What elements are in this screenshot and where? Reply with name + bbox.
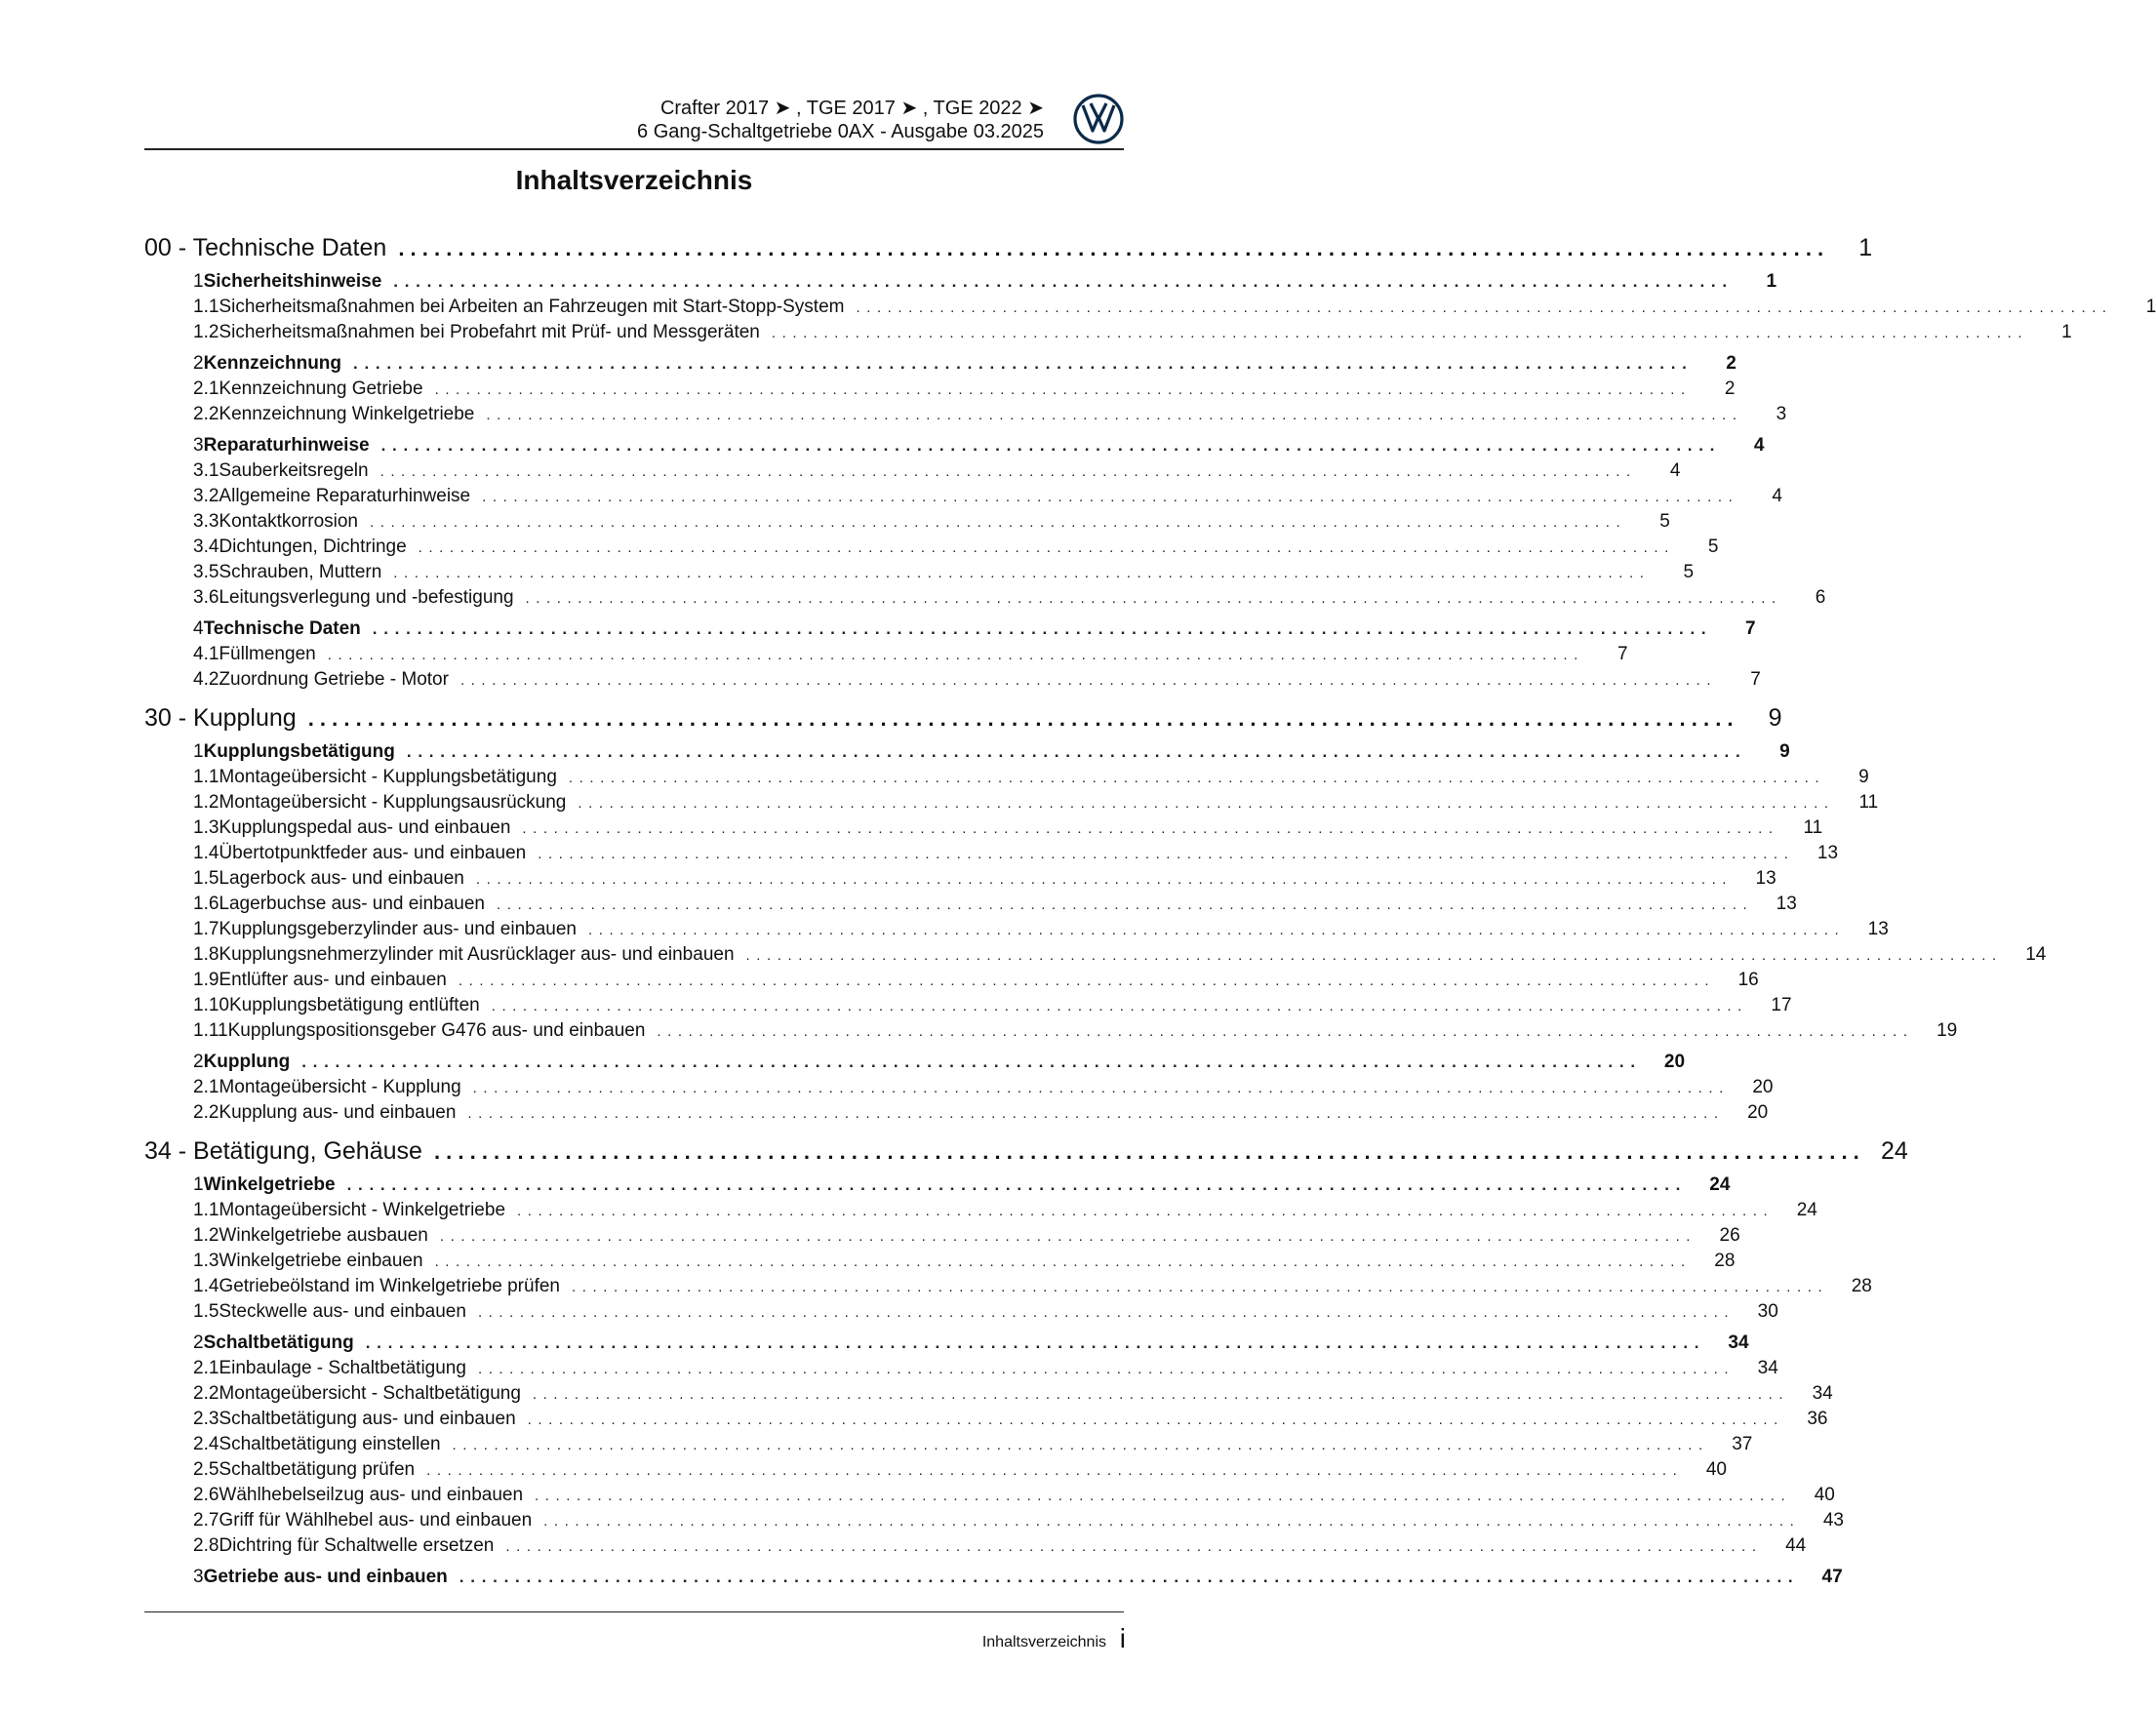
toc-chapter-row (144, 700, 1782, 736)
toc-entry-page: 17 (1771, 995, 1792, 1015)
toc-entry-title: Kupplungsnehmerzylinder mit Ausrücklager aus- und einbauen (219, 944, 735, 965)
toc-entry-title: Kennzeichnung Getriebe (219, 378, 423, 399)
page-title: Inhaltsverzeichnis (515, 165, 753, 195)
toc-section-row[interactable] (144, 351, 1737, 377)
toc-entry-page: 3 (1776, 404, 1787, 424)
toc-entry-row[interactable] (144, 509, 1670, 535)
toc-entry-page: 5 (1707, 537, 1719, 557)
toc-entry-number: 1.6 (193, 894, 220, 914)
toc-entry-number: 1.8 (193, 944, 220, 965)
toc-entry-number: 1.10 (193, 995, 229, 1015)
toc-entry-title: Schaltbetätigung prüfen (219, 1459, 416, 1480)
toc-chapter-row (144, 230, 1873, 265)
toc-entry-page: 40 (1814, 1485, 1835, 1505)
dot-leader: . . . . . . . . . . . . . . . . . . . . . . . . . . . . . . . . . . . . . . . . . . . . . . . . . . . . . . . . . . . . . . . . . . . . . . . . . . . . . . . . . . . . . . . . . . . . . . . . . . . . . . . . . . . . . . . . . . . . . . . . (459, 672, 1712, 689)
toc-entry-title: Kupplungsgeberzylinder aus- und einbauen (219, 919, 577, 939)
dot-leader: . . . . . . . . . . . . . . . . . . . . . . . . . . . . . . . . . . . . . . . . . . . . . . . . . . . . . . . . . . . . . . . . . . . . . . . . . . . . . . . . . . . . . . . . . . . . . . . . . . . . . . . . . . . . . . . . . . . . . . . . (477, 1304, 1730, 1321)
toc-entry-number: 1.11 (193, 1020, 228, 1041)
toc-entry-page: 6 (1815, 587, 1826, 608)
toc-entry-page: 13 (1867, 919, 1889, 939)
toc-entry-page: 30 (1757, 1301, 1778, 1322)
toc-entry-row[interactable] (144, 942, 2047, 968)
dot-leader: . . . . . . . . . . . . . . . . . . . . . . . . . . . . . . . . . . . . . . . . . . . . . . . . . . . . . . . . . . . . . . . . . . . . . . . . . . . . . . . . . . . . . . . . . . . . . . . . . . . . . . . . . . . . . . . . . . . . . . . . (527, 1412, 1779, 1428)
toc-entry-number: 1.3 (193, 817, 220, 838)
toc-section-title: Technische Daten (203, 618, 361, 639)
toc-section-page: 2 (1726, 353, 1737, 374)
toc-entry-number: 1.4 (193, 843, 220, 863)
toc-entry-row[interactable] (144, 1533, 1807, 1559)
toc-entry-title: Füllmengen (219, 644, 316, 664)
toc-entry-number: 3.4 (193, 537, 220, 557)
toc-entry-row[interactable] (144, 1223, 1740, 1249)
toc-entry-title: Montageübersicht - Kupplungsbetätigung (219, 767, 557, 787)
toc-entry-row[interactable] (144, 1356, 1778, 1381)
dot-leader: . . . . . . . . . . . . . . . . . . . . . . . . . . . . . . . . . . . . . . . . . . . . . . . . . . . . . . . . . . . . . . . . . . . . . . . . . . . . . . . . . . . . . . . . . . . . . . . . . . . . . . . . . . . . . . . . . . . . . . . . (379, 463, 1632, 480)
dot-leader: . . . . . . . . . . . . . . . . . . . . . . . . . . . . . . . . . . . . . . . . . . . . . . . . . . . . . . . . . . . . . . . . . . . . . . . . . . . . . . . . . . . . . . . . . . . . . . . . . . . . . . . . . . . . . . . . . . . . . . . . (426, 1462, 1678, 1479)
toc-section-title: Getriebe aus- und einbauen (203, 1567, 448, 1587)
toc-entry-number: 2.2 (193, 1383, 220, 1404)
toc-section-number: 2 (193, 1052, 204, 1072)
toc-section-page: 7 (1745, 618, 1756, 639)
toc-chapter[interactable] (144, 700, 1782, 737)
toc-entry-number: 2.1 (193, 378, 220, 399)
toc-entry-row[interactable] (144, 1100, 1769, 1126)
toc-entry-row[interactable] (144, 377, 1736, 402)
toc-entry-number: 4.2 (193, 669, 220, 690)
dot-leader: . . . . . . . . . . . . . . . . . . . . . . . . . . . . . . . . . . . . . . . . . . . . . . . . . . . . . . . . . . . . . . . . . . . . . . . . . . . . . . . . . . . . . . . . . . . . . . . . . . . . . . . . . . . . . . . . . . . . . . . . (505, 1538, 1758, 1555)
dot-leader: . . . . . . . . . . . . . . . . . . . . . . . . . . . . . . . . . . . . . . . . . . . . . . . . . . . . . . . . . . . . . . . . . . . . . . . . . . . . . . . . . . . . . . . . . . . . . . . . . . . . . . . . . . . . . . . . . . . . . . . . (434, 381, 1687, 398)
dot-leader: . . . . . . . . . . . . . . . . . . . . . . . . . . . . . . . . . . . . . . . . . . . . . . . . . . . . . . . . . . . . . . . . . . . . . . . . . . . . . . . . . . . . . . . . . . . . . . . . . . . . . . . . . . . . . . . . . . . . . . . . (372, 619, 1707, 638)
toc-section-row[interactable] (144, 1331, 1749, 1356)
toc-entry-number: 1.3 (193, 1251, 220, 1271)
toc-chapter-page: 1 (1858, 234, 1873, 261)
toc-entry-number: 1.2 (193, 792, 220, 813)
toc-entry-title: Montageübersicht - Schaltbetätigung (219, 1383, 521, 1404)
toc-entry-title: Sicherheitsmaßnahmen bei Arbeiten an Fahrzeugen mit Start-Stopp-System (219, 297, 845, 317)
vw-logo-icon (1073, 94, 1124, 144)
dot-leader: . . . . . . . . . . . . . . . . . . . . . . . . . . . . . . . . . . . . . . . . . . . . . . . . . . . . . . . . . . . . . . . . . . . . . . . . . . . . . . . . . . . . . . . . . . . . . . . . . . . . . . . . . . . . . . . . . . . . . . . . (532, 1386, 1784, 1403)
toc-section-row[interactable] (144, 1173, 1731, 1198)
toc-section-block (144, 1565, 1843, 1590)
toc-section-block (144, 616, 1761, 693)
toc-entry-title: Sicherheitsmaßnahmen bei Probefahrt mit Prüf- und Messgeräten (219, 322, 760, 342)
toc-entry-row[interactable] (144, 484, 1782, 509)
toc-entry-page: 16 (1737, 970, 1759, 990)
toc-section-page: 1 (1766, 271, 1777, 292)
toc-entry-row[interactable] (144, 1381, 1833, 1407)
toc-section-page: 47 (1821, 1567, 1843, 1587)
toc-entry-page: 11 (1803, 817, 1823, 838)
toc-entry-row[interactable] (144, 866, 1777, 892)
toc-entry-row[interactable] (144, 1274, 1872, 1299)
toc-entry-row[interactable] (144, 458, 1681, 484)
toc-entry-number: 2.2 (193, 404, 220, 424)
dot-leader: . . . . . . . . . . . . . . . . . . . . . . . . . . . . . . . . . . . . . . . . . . . . . . . . . . . . . . . . . . . . . . . . . . . . . . . . . . . . . . . . . . . . . . . . . . . . . . . . . . . . . . . . . . . . . . . . . . . . . . . . (301, 1053, 1637, 1071)
toc-entry-row[interactable] (144, 585, 1826, 611)
dot-leader: . . . . . . . . . . . . . . . . . . . . . . . . . . . . . . . . . . . . . . . . . . . . . . . . . . . . . . . . . . . . . . . . . . . . . . . . . . . . . . . . . . . . . . . . . . . . . . . . . . . . . . . . . . . . . . . . . . . . . . . . (522, 820, 1775, 837)
toc-entry-title: Kennzeichnung Winkelgetriebe (219, 404, 475, 424)
dot-leader: . . . . . . . . . . . . . . . . . . . . . . . . . . . . . . . . . . . . . . . . . . . . . . . . . . . . . . . . . . . . . . . . . . . . . . . . . . . . . . . . . . . . . . . . . . . . . . . . . . . . . . . . . . . . . . . . . . . . . . . . (496, 896, 1748, 913)
toc-entry-number: 4.1 (193, 644, 220, 664)
toc-entry-row[interactable] (144, 1432, 1753, 1457)
toc-section-number: 1 (193, 1174, 204, 1195)
header-vehicle-models: Crafter 2017 ➤ , TGE 2017 ➤ , TGE 2022 ➤ (659, 98, 1044, 119)
toc-entry-number: 1.5 (193, 868, 220, 889)
dot-leader: . . . . . . . . . . . . . . . . . . . . . . . . . . . . . . . . . . . . . . . . . . . . . . . . . . . . . . . . . . . . . . . . . . . . . . . . . . . . . . . . . . . . . . . . . . . . . . . . . . . . . . . . . . . . . . . . . . . . . . . . (452, 1437, 1704, 1453)
toc-chapter-title: 34 - Betätigung, Gehäuse (144, 1137, 422, 1165)
toc-entry-number: 2.7 (193, 1510, 220, 1531)
toc-entry-title: Griff für Wählhebel aus- und einbauen (219, 1510, 533, 1531)
page-header (144, 94, 1124, 148)
toc-entry-row[interactable] (144, 1198, 1817, 1223)
dot-leader: . . . . . . . . . . . . . . . . . . . . . . . . . . . . . . . . . . . . . . . . . . . . . . . . . . . . . . . . . . . . . . . . . . . . . . . . . . . . . . . . . . . . . . . . . . . . . . . . . . . . . . . . . . . . . . . . . . . . . . . . (458, 973, 1710, 989)
toc-entry-page: 28 (1851, 1276, 1872, 1296)
toc-entry-number: 1.4 (193, 1276, 220, 1296)
toc-entry-page: 20 (1752, 1077, 1774, 1097)
toc-entry-title: Kontaktkorrosion (219, 511, 358, 532)
toc-entry-page: 37 (1732, 1434, 1753, 1454)
dot-leader: . . . . . . . . . . . . . . . . . . . . . . . . . . . . . . . . . . . . . . . . . . . . . . . . . . . . . . . . . . . . . . . . . . . . . . . . . . . . . . . . . . . . . . . . . . . . . . . . . . . . . . . . . . . . . . . . . . . . . . . . (578, 795, 1830, 812)
toc-entry-page: 7 (1750, 669, 1761, 690)
dot-leader: . . . . . . . . . . . . . . . . . . . . . . . . . . . . . . . . . . . . . . . . . . . . . . . . . . . . . . . . . . . . . . . . . . . . . . . . . . . . . . . . . . . . . . . . . . . . . . . . . . . . . . . . . . . . . . . . . . . . . . . . (538, 846, 1790, 862)
toc-entry-page: 43 (1822, 1510, 1844, 1531)
dot-leader: . . . . . . . . . . . . . . . . . . . . . . . . . . . . . . . . . . . . . . . . . . . . . . . . . . . . . . . . . . . . . . . . . . . . . . . . . . . . . . . . . . . . . . . . . . . . . . . . . . . . . . . . . . . . . . . . . . . . . . . . (307, 706, 1734, 731)
toc-entry-title: Schaltbetätigung aus- und einbauen (219, 1409, 516, 1429)
toc-section-block (144, 1050, 1774, 1126)
toc-section-page: 20 (1663, 1052, 1686, 1072)
toc-entry-row[interactable] (144, 1508, 1844, 1533)
dot-leader: . . . . . . . . . . . . . . . . . . . . . . . . . . . . . . . . . . . . . . . . . . . . . . . . . . . . . . . . . . . . . . . . . . . . . . . . . . . . . . . . . . . . . . . . . . . . . . . . . . . . . . . . . . . . . . . . . . . . . . . . (370, 514, 1621, 531)
toc-entry-number: 3.5 (193, 562, 220, 582)
toc-entry-title: Wählhebelseilzug aus- und einbauen (219, 1485, 524, 1505)
toc-entry-page: 1 (2061, 322, 2072, 342)
toc-entry-page: 4 (1772, 486, 1782, 506)
toc-entry-row[interactable] (144, 1407, 1828, 1432)
toc-chapter-block (144, 700, 2047, 1126)
toc-entry-page: 40 (1705, 1459, 1727, 1480)
toc-entry-page: 4 (1669, 460, 1681, 481)
dot-leader: . . . . . . . . . . . . . . . . . . . . . . . . . . . . . . . . . . . . . . . . . . . . . . . . . . . . . . . . . . . . . . . . . . . . . . . . . . . . . . . . . . . . . . . . . . . . . . . . . . . . . . . . . . . . . . . . . . . . . . . . (587, 922, 1840, 938)
toc-entry-title: Übertotpunktfeder aus- und einbauen (219, 843, 527, 863)
dot-leader: . . . . . . . . . . . . . . . . . . . . . . . . . . . . . . . . . . . . . . . . . . . . . . . . . . . . . . . . . . . . . . . . . . . . . . . . . . . . . . . . . . . . . . . . . . . . . . . . . . . . . . . . . . . . . . . . . . . . . . . . (482, 489, 1734, 505)
toc-chapter-block (144, 1133, 1908, 1590)
toc-entry-row[interactable] (144, 1018, 1958, 1044)
toc-entry-number: 2.1 (193, 1077, 220, 1097)
toc-entry-page: 13 (1755, 868, 1777, 889)
toc-entry-title: Dichtring für Schaltwelle ersetzen (219, 1535, 495, 1556)
toc-chapter[interactable] (144, 1133, 1908, 1171)
toc-entry-row[interactable] (144, 993, 1792, 1018)
toc-entry-number: 2.4 (193, 1434, 220, 1454)
toc-entry-row[interactable] (144, 1299, 1778, 1325)
toc-entry-title: Kupplungsbetätigung entlüften (228, 995, 480, 1015)
toc-entry-page: 34 (1812, 1383, 1833, 1404)
toc-entry-title: Schaltbetätigung einstellen (219, 1434, 441, 1454)
toc-entry-number: 1.5 (193, 1301, 220, 1322)
toc-entry-row[interactable] (144, 968, 1759, 993)
toc-section-row[interactable] (144, 433, 1765, 458)
toc-entry-row[interactable] (144, 917, 1889, 942)
toc-entry-title: Getriebeölstand im Winkelgetriebe prüfen (219, 1276, 560, 1296)
toc-section-page: 24 (1709, 1174, 1731, 1195)
toc-entry-number: 2.8 (193, 1535, 220, 1556)
toc-entry-row[interactable] (144, 295, 2156, 320)
footer-rule (144, 1611, 1124, 1612)
toc-entry-title: Sauberkeitsregeln (219, 460, 369, 481)
toc-entry-page: 44 (1785, 1535, 1807, 1556)
toc-section-number: 1 (193, 271, 204, 292)
toc-entry-page: 9 (1858, 767, 1869, 787)
toc-section-title: Kupplung (203, 1052, 291, 1072)
dot-leader: . . . . . . . . . . . . . . . . . . . . . . . . . . . . . . . . . . . . . . . . . . . . . . . . . . . . . . . . . . . . . . . . . . . . . . . . . . . . . . . . . . . . . . . . . . . . . . . . . . . . . . . . . . . . . . . . . . . . . . . . (491, 998, 1743, 1014)
toc-chapter-page: 24 (1880, 1137, 1908, 1165)
toc-entry-page: 13 (1776, 894, 1797, 914)
toc-entry-title: Winkelgetriebe einbauen (219, 1251, 423, 1271)
toc-entry-title: Dichtungen, Dichtringe (219, 537, 407, 557)
dot-leader: . . . . . . . . . . . . . . . . . . . . . . . . . . . . . . . . . . . . . . . . . . . . . . . . . . . . . . . . . . . . . . . . . . . . . . . . . . . . . . . . . . . . . . . . . . . . . . . . . . . . . . . . . . . . . . . . . . . . . . . . (467, 1105, 1720, 1122)
toc-section-title: Kennzeichnung (203, 353, 342, 374)
toc-entry-number: 1.1 (193, 297, 220, 317)
dot-leader: . . . . . . . . . . . . . . . . . . . . . . . . . . . . . . . . . . . . . . . . . . . . . . . . . . . . . . . . . . . . . . . . . . . . . . . . . . . . . . . . . . . . . . . . . . . . . . . . . . . . . . . . . . . . . . . . . . . . . . . . (398, 236, 1824, 260)
toc-section-row[interactable] (144, 616, 1756, 642)
toc-chapter[interactable] (144, 230, 1873, 267)
toc-section-number: 1 (193, 741, 204, 762)
toc-entry-page: 36 (1807, 1409, 1828, 1429)
toc-entry-row[interactable] (144, 402, 1787, 427)
toc-entry-row[interactable] (144, 642, 1628, 667)
dot-leader: . . . . . . . . . . . . . . . . . . . . . . . . . . . . . . . . . . . . . . . . . . . . . . . . . . . . . . . . . . . . . . . . . . . . . . . . . . . . . . . . . . . . . . . . . . . . . . . . . . . . . . . . . . . . . . . . . . . . . . . . (418, 539, 1670, 556)
toc-section-row[interactable] (144, 1565, 1843, 1590)
toc-entry-page: 14 (2025, 944, 2047, 965)
toc-entry-page: 5 (1683, 562, 1695, 582)
toc-section-number: 3 (193, 435, 204, 456)
dot-leader: . . . . . . . . . . . . . . . . . . . . . . . . . . . . . . . . . . . . . . . . . . . . . . . . . . . . . . . . . . . . . . . . . . . . . . . . . . . . . . . . . . . . . . . . . . . . . . . . . . . . . . . . . . . . . . . . . . . . . . . . (657, 1023, 1909, 1040)
toc-entry-number: 1.2 (193, 1225, 220, 1246)
toc-chapter-block (144, 230, 2156, 693)
toc-entry-row[interactable] (144, 560, 1695, 585)
toc-entry-title: Montageübersicht - Winkelgetriebe (219, 1200, 506, 1220)
toc-entry-number: 3.1 (193, 460, 220, 481)
toc-section-number: 2 (193, 1332, 204, 1353)
toc-section-block (144, 269, 2156, 345)
toc-entry-row[interactable] (144, 1483, 1835, 1508)
toc-section-number: 3 (193, 1567, 204, 1587)
toc-entry-page: 13 (1817, 843, 1839, 863)
dot-leader: . . . . . . . . . . . . . . . . . . . . . . . . . . . . . . . . . . . . . . . . . . . . . . . . . . . . . . . . . . . . . . . . . . . . . . . . . . . . . . . . . . . . . . . . . . . . . . . . . . . . . . . . . . . . . . . . . . . . . . . . (433, 1139, 1859, 1164)
toc-entry-row[interactable] (144, 841, 1839, 866)
toc-entry-row[interactable] (144, 1457, 1727, 1483)
toc-section-page: 9 (1779, 741, 1790, 762)
toc-entry-title: Winkelgetriebe ausbauen (219, 1225, 428, 1246)
dot-leader: . . . . . . . . . . . . . . . . . . . . . . . . . . . . . . . . . . . . . . . . . . . . . . . . . . . . . . . . . . . . . . . . . . . . . . . . . . . . . . . . . . . . . . . . . . . . . . . . . . . . . . . . . . . . . . . . . . . . . . . . (346, 1175, 1682, 1194)
footer-label: Inhaltsverzeichnis (981, 1634, 1106, 1650)
toc-entry-number: 1.1 (193, 767, 220, 787)
toc-entry-number: 1.2 (193, 322, 220, 342)
toc-section-title: Reparaturhinweise (203, 435, 370, 456)
footer-page-number: i (1119, 1623, 1126, 1653)
dot-leader: . . . . . . . . . . . . . . . . . . . . . . . . . . . . . . . . . . . . . . . . . . . . . . . . . . . . . . . . . . . . . . . . . . . . . . . . . . . . . . . . . . . . . . . . . . . . . . . . . . . . . . . . . . . . . . . . . . . . . . . . (477, 1361, 1730, 1377)
toc-entry-title: Zuordnung Getriebe - Motor (219, 669, 449, 690)
toc-entry-title: Lagerbuchse aus- und einbauen (219, 894, 485, 914)
toc-section-number: 2 (193, 353, 204, 374)
dot-leader: . . . . . . . . . . . . . . . . . . . . . . . . . . . . . . . . . . . . . . . . . . . . . . . . . . . . . . . . . . . . . . . . . . . . . . . . . . . . . . . . . . . . . . . . . . . . . . . . . . . . . . . . . . . . . . . . . . . . . . . . (393, 565, 1646, 581)
toc-entry-number: 2.3 (193, 1409, 220, 1429)
toc-section-title: Schaltbetätigung (203, 1332, 354, 1353)
toc-entry-title: Montageübersicht - Kupplung (219, 1077, 461, 1097)
dot-leader: . . . . . . . . . . . . . . . . . . . . . . . . . . . . . . . . . . . . . . . . . . . . . . . . . . . . . . . . . . . . . . . . . . . . . . . . . . . . . . . . . . . . . . . . . . . . . . . . . . . . . . . . . . . . . . . . . . . . . . . . (486, 407, 1738, 423)
toc-entry-number: 3.6 (193, 587, 220, 608)
toc-section-block (144, 1331, 1844, 1559)
toc-entry-page: 2 (1724, 378, 1736, 399)
dot-leader: . . . . . . . . . . . . . . . . . . . . . . . . . . . . . . . . . . . . . . . . . . . . . . . . . . . . . . . . . . . . . . . . . . . . . . . . . . . . . . . . . . . . . . . . . . . . . . . . . . . . . . . . . . . . . . . . . . . . . . . . (856, 299, 2108, 316)
toc-entry-number: 1.7 (193, 919, 220, 939)
toc-entry-title: Leitungsverlegung und -befestigung (219, 587, 514, 608)
toc-entry-title: Kupplungspedal aus- und einbauen (219, 817, 511, 838)
dot-leader: . . . . . . . . . . . . . . . . . . . . . . . . . . . . . . . . . . . . . . . . . . . . . . . . . . . . . . . . . . . . . . . . . . . . . . . . . . . . . . . . . . . . . . . . . . . . . . . . . . . . . . . . . . . . . . . . . . . . . . . . (475, 871, 1728, 888)
toc-section-row[interactable] (144, 739, 1790, 765)
dot-leader: . . . . . . . . . . . . . . . . . . . . . . . . . . . . . . . . . . . . . . . . . . . . . . . . . . . . . . . . . . . . . . . . . . . . . . . . . . . . . . . . . . . . . . . . . . . . . . . . . . . . . . . . . . . . . . . . . . . . . . . . (535, 1488, 1786, 1504)
toc-entry-page: 34 (1757, 1358, 1778, 1378)
toc-entry-page: 11 (1858, 792, 1879, 813)
toc-entry-row[interactable] (144, 320, 2072, 345)
dot-leader: . . . . . . . . . . . . . . . . . . . . . . . . . . . . . . . . . . . . . . . . . . . . . . . . . . . . . . . . . . . . . . . . . . . . . . . . . . . . . . . . . . . . . . . . . . . . . . . . . . . . . . . . . . . . . . . . . . . . . . . . (459, 1568, 1794, 1586)
dot-leader: . . . . . . . . . . . . . . . . . . . . . . . . . . . . . . . . . . . . . . . . . . . . . . . . . . . . . . . . . . . . . . . . . . . . . . . . . . . . . . . . . . . . . . . . . . . . . . . . . . . . . . . . . . . . . . . . . . . . . . . . (365, 1333, 1700, 1352)
toc-entry-row[interactable] (144, 667, 1761, 693)
toc-entry-title: Allgemeine Reparaturhinweise (219, 486, 471, 506)
toc-section-block (144, 739, 2047, 1044)
dot-leader: . . . . . . . . . . . . . . . . . . . . . . . . . . . . . . . . . . . . . . . . . . . . . . . . . . . . . . . . . . . . . . . . . . . . . . . . . . . . . . . . . . . . . . . . . . . . . . . . . . . . . . . . . . . . . . . . . . . . . . . . (380, 436, 1716, 455)
toc-entry-page: 19 (1936, 1020, 1958, 1041)
toc-entry-page: 7 (1617, 644, 1628, 664)
toc-section-title: Winkelgetriebe (203, 1174, 336, 1195)
toc-section-page: 4 (1753, 435, 1765, 456)
toc-entry-row[interactable] (144, 1075, 1774, 1100)
toc-entry-number: 1.1 (193, 1200, 220, 1220)
toc-chapter-row (144, 1133, 1908, 1169)
dot-leader: . . . . . . . . . . . . . . . . . . . . . . . . . . . . . . . . . . . . . . . . . . . . . . . . . . . . . . . . . . . . . . . . . . . . . . . . . . . . . . . . . . . . . . . . . . . . . . . . . . . . . . . . . . . . . . . . . . . . . . . . (393, 272, 1729, 291)
toc-entry-title: Kupplungspositionsgeber G476 aus- und einbauen (227, 1020, 646, 1041)
toc-entry-title: Einbaulage - Schaltbetätigung (219, 1358, 466, 1378)
toc-entry-page: 24 (1796, 1200, 1817, 1220)
toc-section-block (144, 351, 1787, 427)
dot-leader: . . . . . . . . . . . . . . . . . . . . . . . . . . . . . . . . . . . . . . . . . . . . . . . . . . . . . . . . . . . . . . . . . . . . . . . . . . . . . . . . . . . . . . . . . . . . . . . . . . . . . . . . . . . . . . . . . . . . . . . . (353, 354, 1688, 373)
toc-section-page: 34 (1728, 1332, 1749, 1353)
toc-entry-number: 3.2 (193, 486, 220, 506)
toc-entry-row[interactable] (144, 790, 1879, 815)
toc-entry-number: 2.1 (193, 1358, 220, 1378)
dot-leader: . . . . . . . . . . . . . . . . . . . . . . . . . . . . . . . . . . . . . . . . . . . . . . . . . . . . . . . . . . . . . . . . . . . . . . . . . . . . . . . . . . . . . . . . . . . . . . . . . . . . . . . . . . . . . . . . . . . . . . . . (525, 590, 1777, 607)
toc-entry-number: 2.2 (193, 1102, 220, 1123)
toc-entry-title: Lagerbock aus- und einbauen (219, 868, 464, 889)
toc-entry-number: 1.9 (193, 970, 220, 990)
toc-entry-row[interactable] (144, 892, 1797, 917)
toc-entry-title: Steckwelle aus- und einbauen (219, 1301, 466, 1322)
dot-leader: . . . . . . . . . . . . . . . . . . . . . . . . . . . . . . . . . . . . . . . . . . . . . . . . . . . . . . . . . . . . . . . . . . . . . . . . . . . . . . . . . . . . . . . . . . . . . . . . . . . . . . . . . . . . . . . . . . . . . . . . (568, 770, 1820, 786)
toc-entry-row[interactable] (144, 1249, 1736, 1274)
toc-chapter-page: 9 (1768, 704, 1782, 732)
toc-entry-number: 3.3 (193, 511, 220, 532)
toc-entry-page: 28 (1714, 1251, 1736, 1271)
toc-entry-row[interactable] (144, 535, 1719, 560)
toc-entry-number: 2.5 (193, 1459, 220, 1480)
dot-leader: . . . . . . . . . . . . . . . . . . . . . . . . . . . . . . . . . . . . . . . . . . . . . . . . . . . . . . . . . . . . . . . . . . . . . . . . . . . . . . . . . . . . . . . . . . . . . . . . . . . . . . . . . . . . . . . . . . . . . . . . (572, 1279, 1823, 1295)
dot-leader: . . . . . . . . . . . . . . . . . . . . . . . . . . . . . . . . . . . . . . . . . . . . . . . . . . . . . . . . . . . . . . . . . . . . . . . . . . . . . . . . . . . . . . . . . . . . . . . . . . . . . . . . . . . . . . . . . . . . . . . . (472, 1080, 1725, 1096)
table-of-contents (144, 230, 2156, 1598)
toc-section-block (144, 433, 1826, 611)
toc-entry-page: 1 (2145, 297, 2156, 317)
toc-entry-number: 2.6 (193, 1485, 220, 1505)
dot-leader: . . . . . . . . . . . . . . . . . . . . . . . . . . . . . . . . . . . . . . . . . . . . . . . . . . . . . . . . . . . . . . . . . . . . . . . . . . . . . . . . . . . . . . . . . . . . . . . . . . . . . . . . . . . . . . . . . . . . . . . . (745, 947, 1998, 964)
dot-leader: . . . . . . . . . . . . . . . . . . . . . . . . . . . . . . . . . . . . . . . . . . . . . . . . . . . . . . . . . . . . . . . . . . . . . . . . . . . . . . . . . . . . . . . . . . . . . . . . . . . . . . . . . . . . . . . . . . . . . . . . (543, 1513, 1795, 1530)
toc-chapter-title: 00 - Technische Daten (144, 234, 387, 261)
toc-chapter-title: 30 - Kupplung (144, 704, 297, 732)
toc-entry-page: 26 (1719, 1225, 1740, 1246)
toc-entry-title: Entlüfter aus- und einbauen (219, 970, 447, 990)
toc-section-row[interactable] (144, 269, 1777, 295)
toc-section-number: 4 (193, 618, 204, 639)
toc-entry-page: 5 (1659, 511, 1670, 532)
toc-section-title: Sicherheitshinweise (203, 271, 382, 292)
toc-entry-page: 20 (1747, 1102, 1769, 1123)
dot-leader: . . . . . . . . . . . . . . . . . . . . . . . . . . . . . . . . . . . . . . . . . . . . . . . . . . . . . . . . . . . . . . . . . . . . . . . . . . . . . . . . . . . . . . . . . . . . . . . . . . . . . . . . . . . . . . . . . . . . . . . . (327, 647, 1579, 663)
dot-leader: . . . . . . . . . . . . . . . . . . . . . . . . . . . . . . . . . . . . . . . . . . . . . . . . . . . . . . . . . . . . . . . . . . . . . . . . . . . . . . . . . . . . . . . . . . . . . . . . . . . . . . . . . . . . . . . . . . . . . . . . (517, 1203, 1769, 1219)
toc-entry-row[interactable] (144, 765, 1869, 790)
dot-leader: . . . . . . . . . . . . . . . . . . . . . . . . . . . . . . . . . . . . . . . . . . . . . . . . . . . . . . . . . . . . . . . . . . . . . . . . . . . . . . . . . . . . . . . . . . . . . . . . . . . . . . . . . . . . . . . . . . . . . . . . (406, 742, 1741, 761)
dot-leader: . . . . . . . . . . . . . . . . . . . . . . . . . . . . . . . . . . . . . . . . . . . . . . . . . . . . . . . . . . . . . . . . . . . . . . . . . . . . . . . . . . . . . . . . . . . . . . . . . . . . . . . . . . . . . . . . . . . . . . . . (771, 325, 2023, 341)
header-rule (144, 148, 1124, 150)
toc-section-block (144, 1173, 1872, 1325)
header-document-subtitle: 6 Gang-Schaltgetriebe 0AX - Ausgabe 03.2025 (637, 121, 1044, 142)
dot-leader: . . . . . . . . . . . . . . . . . . . . . . . . . . . . . . . . . . . . . . . . . . . . . . . . . . . . . . . . . . . . . . . . . . . . . . . . . . . . . . . . . . . . . . . . . . . . . . . . . . . . . . . . . . . . . . . . . . . . . . . . (434, 1253, 1687, 1270)
toc-entry-title: Kupplung aus- und einbauen (219, 1102, 457, 1123)
dot-leader: . . . . . . . . . . . . . . . . . . . . . . . . . . . . . . . . . . . . . . . . . . . . . . . . . . . . . . . . . . . . . . . . . . . . . . . . . . . . . . . . . . . . . . . . . . . . . . . . . . . . . . . . . . . . . . . . . . . . . . . . (439, 1228, 1692, 1245)
toc-entry-row[interactable] (144, 815, 1823, 841)
toc-entry-title: Montageübersicht - Kupplungsausrückung (219, 792, 567, 813)
toc-section-title: Kupplungsbetätigung (203, 741, 395, 762)
toc-entry-title: Schrauben, Muttern (219, 562, 382, 582)
toc-section-row[interactable] (144, 1050, 1686, 1075)
